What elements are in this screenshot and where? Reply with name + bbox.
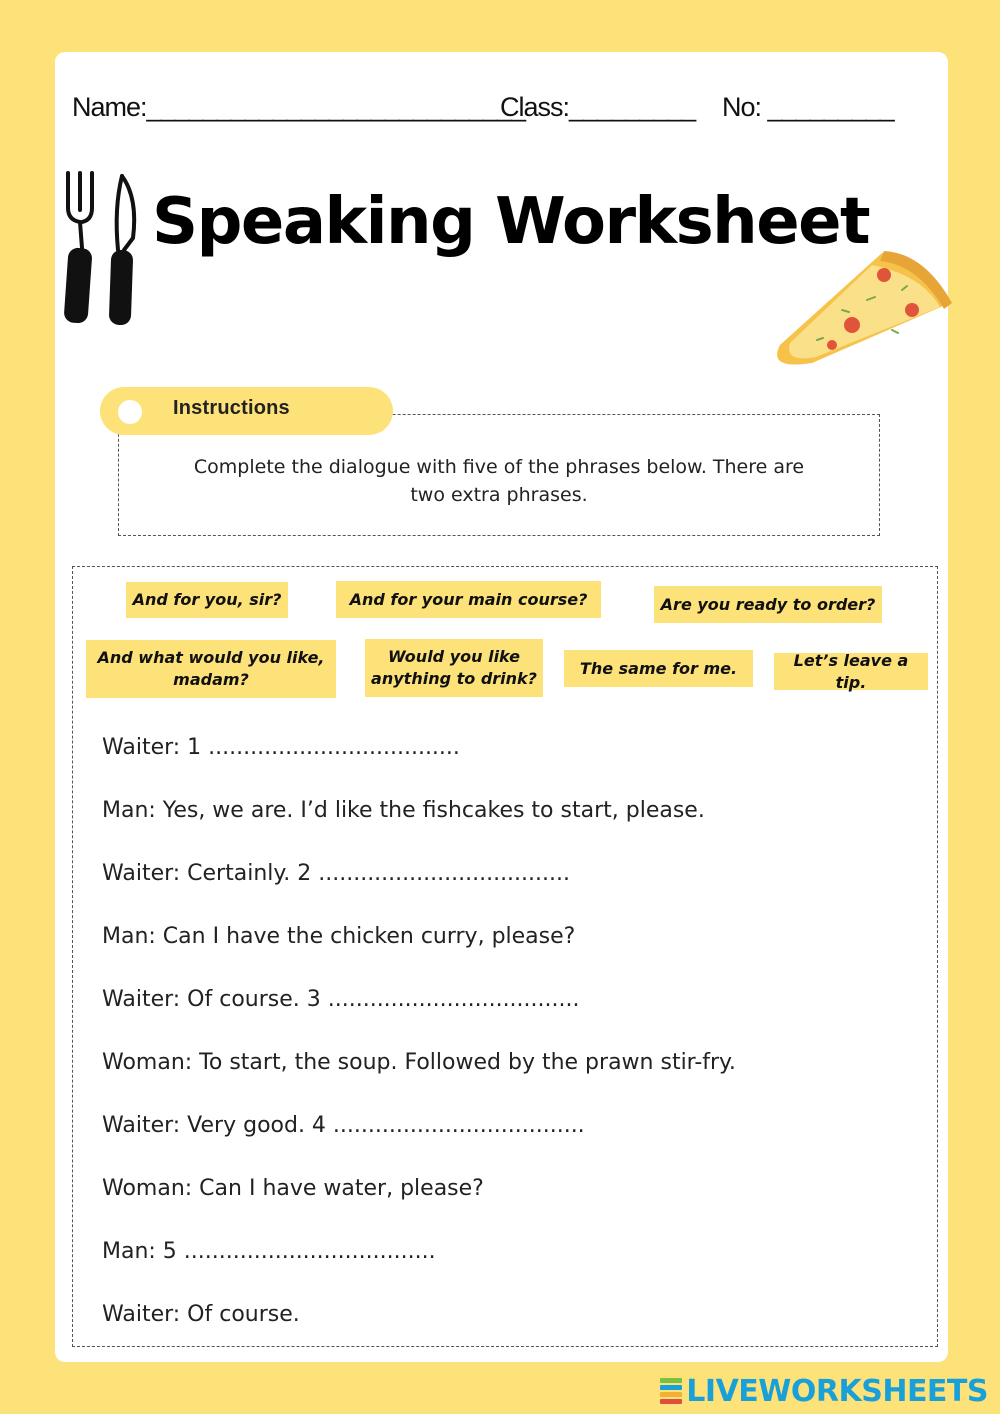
brand-logo	[660, 1374, 988, 1408]
dialogue-line: Woman: Can I have water, please?	[102, 1176, 484, 1201]
phrase-chip[interactable]: Are you ready to order?	[654, 586, 882, 623]
phrase-chip[interactable]: Would you like anything to drink?	[365, 639, 543, 697]
phrase-chip[interactable]: The same for me.	[564, 650, 753, 687]
dialogue-line[interactable]: Waiter: 1 ....................................	[102, 735, 460, 760]
page-title: Speaking Worksheet	[152, 185, 870, 259]
dialogue-line: Waiter: Of course.	[102, 1302, 300, 1327]
pizza-slice-icon	[772, 245, 952, 370]
dialogue-line: Man: Yes, we are. I’d like the fishcakes to start, please.	[102, 798, 705, 823]
brand-name: LIVEWORKSHEETS	[686, 1373, 988, 1409]
dialogue-line[interactable]: Waiter: Of course. 3 ....................................	[102, 987, 580, 1012]
dialogue-line[interactable]: Man: 5 ....................................	[102, 1239, 436, 1264]
fork-knife-icon	[58, 168, 143, 328]
instructions-tab	[100, 387, 393, 435]
dialogue-line: Woman: To start, the soup. Followed by the prawn stir-fry.	[102, 1050, 736, 1075]
class-field[interactable]: Class:_________	[500, 92, 696, 122]
dialogue-line[interactable]: Waiter: Certainly. 2 ....................................	[102, 861, 570, 886]
instructions-label: Instructions	[173, 397, 290, 419]
phrase-chip[interactable]: And what would you like, madam?	[86, 640, 336, 698]
phrase-chip[interactable]: And for you, sir?	[126, 582, 288, 618]
name-field[interactable]: Name:___________________________	[72, 92, 525, 122]
student-info-header	[72, 92, 912, 126]
bullet-icon	[118, 400, 142, 424]
dialogue-line: Man: Can I have the chicken curry, please?	[102, 924, 576, 949]
brand-icon	[660, 1378, 682, 1404]
phrase-chip[interactable]: Let’s leave a tip.	[774, 653, 928, 690]
instructions-text: Complete the dialogue with five of the phrases below. There are two extra phrases.	[193, 456, 805, 506]
phrase-chip[interactable]: And for your main course?	[336, 581, 601, 618]
dialogue-line[interactable]: Waiter: Very good. 4 ....................................	[102, 1113, 585, 1138]
number-field[interactable]: No: _________	[722, 92, 894, 122]
